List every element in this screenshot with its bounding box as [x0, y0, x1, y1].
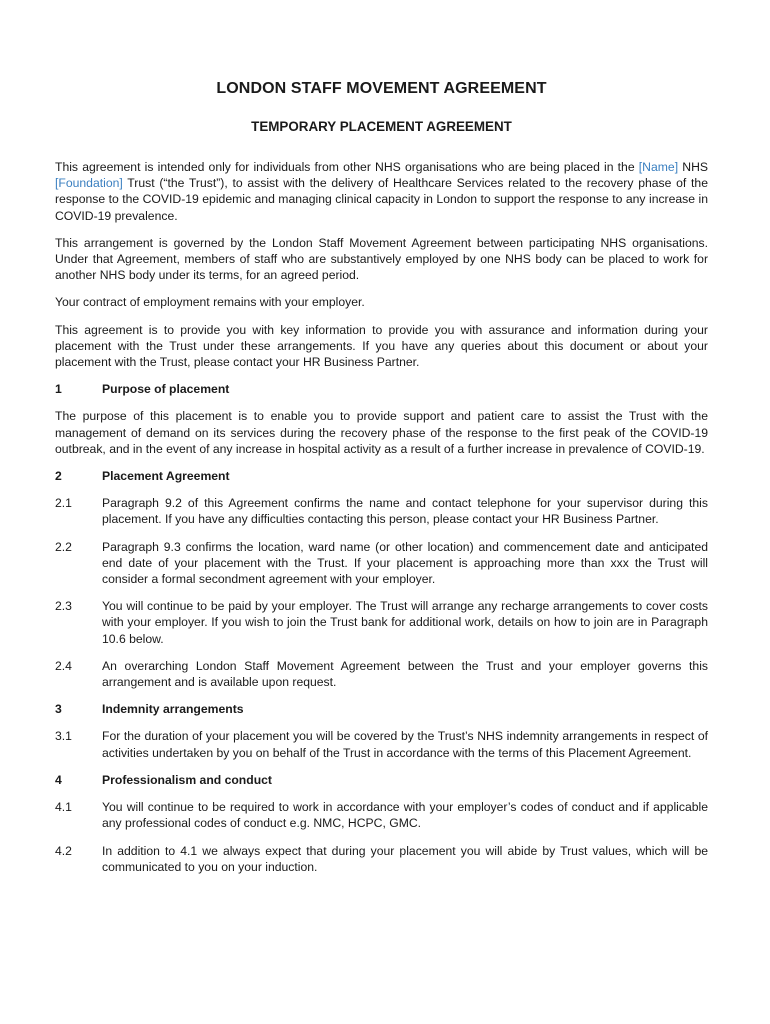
intro-paragraph-4: This agreement is to provide you with key information to provide you with assurance and information during your placement with the Trust under these arrangements. If you have any queries about this document or about your placement with the Trust, please contact your HR Business Partner. — [55, 322, 708, 370]
clause-text: Paragraph 9.3 confirms the location, ward name (or other location) and commencement date and anticipated end date of your placement with the Trust. If your placement is approaching more than xxx the Trust will consider a formal secondment agreement with your employer. — [102, 539, 708, 587]
section-number: 2 — [55, 469, 62, 484]
intro-paragraph-2: This arrangement is governed by the London Staff Movement Agreement between participating NHS organisations. Under that Agreement, members of staff who are substantively employed by one NHS body can be placed to work for another NHS body under its terms, for an agreed period. — [55, 235, 708, 283]
intro-p1-text-b: NHS — [678, 160, 708, 174]
clause-text: An overarching London Staff Movement Agreement between the Trust and your employer governs this arrangement and is available upon request. — [102, 658, 708, 690]
clause-number: 4.1 — [55, 800, 72, 815]
clause-4-1 — [55, 799, 708, 831]
clause-2-2 — [55, 539, 708, 588]
clause-number: 2.2 — [55, 539, 72, 554]
section-2-heading — [55, 468, 708, 484]
clause-number: 2.3 — [55, 599, 72, 614]
clause-text: Paragraph 9.2 of this Agreement confirms the name and contact telephone for your supervisor during this placement. If you have any difficulties contacting this person, please contact your HR Business Partner. — [102, 496, 708, 527]
section-title: Purpose of placement — [102, 382, 230, 397]
clause-number: 2.4 — [55, 658, 72, 673]
clause-text: You will continue to be paid by your employer. The Trust will arrange any recharge arrangements to cover costs with your employer. If you wish to join the Trust bank for additional work, details on how to join are in Paragraph 10.6 below. — [102, 599, 708, 646]
section-title: Placement Agreement — [102, 469, 230, 484]
clause-3-1 — [55, 728, 708, 760]
intro-paragraph-1 — [55, 159, 708, 224]
foundation-placeholder: [Foundation] — [55, 176, 123, 191]
section-number: 1 — [55, 382, 62, 397]
section-number: 3 — [55, 702, 62, 717]
clause-2-3 — [55, 598, 708, 647]
section-1-heading — [55, 381, 708, 397]
clause-text: For the duration of your placement you will be covered by the Trust’s NHS indemnity arrangements in respect of activities undertaken by you on behalf of the Trust in accordance with the terms of this Placement Agreement. — [102, 729, 708, 760]
clause-2-1 — [55, 495, 708, 527]
name-placeholder: [Name] — [638, 160, 679, 174]
clause-4-2 — [55, 843, 708, 875]
section-title: Indemnity arrangements — [102, 702, 244, 717]
intro-paragraph-3: Your contract of employment remains with your employer. — [55, 295, 365, 310]
intro-p1-text-c: Trust (“the Trust”), to assist with the delivery of Healthcare Services related to the recovery phase of the response to the COVID-19 epidemic and managing clinical capacity in London to support the response to any increase in COVID-19 prevalence. — [55, 176, 708, 223]
intro-p1-text-a: This agreement is intended only for individuals from other NHS organisations who are being placed in the — [55, 160, 639, 174]
section-number: 4 — [55, 772, 62, 787]
clause-text: You will continue to be required to work in accordance with your employer’s codes of conduct and if applicable any professional codes of conduct e.g. NMC, HCPC, GMC. — [102, 800, 708, 831]
document-title: LONDON STAFF MOVEMENT AGREEMENT — [216, 80, 547, 97]
clause-number: 2.1 — [55, 496, 72, 511]
section-title: Professionalism and conduct — [102, 772, 272, 787]
clause-number: 4.2 — [55, 843, 72, 858]
section-3-heading — [55, 701, 708, 717]
clause-number: 3.1 — [55, 729, 72, 744]
document-subtitle: TEMPORARY PLACEMENT AGREEMENT — [251, 119, 512, 134]
section-4-heading — [55, 772, 708, 788]
clause-text: In addition to 4.1 we always expect that during your placement you will abide by Trust values, which will be communicated to you on your induction. — [102, 843, 708, 874]
clause-2-4 — [55, 658, 708, 690]
section-1-text: The purpose of this placement is to enable you to provide support and patient care to assist the Trust with the management of demand on its services during the recovery phase of the response to the first peak of the COVID-19 outbreak, and in the event of any increase in hospital activity as a result of a further increase in prevalence of COVID-19. — [55, 409, 708, 456]
